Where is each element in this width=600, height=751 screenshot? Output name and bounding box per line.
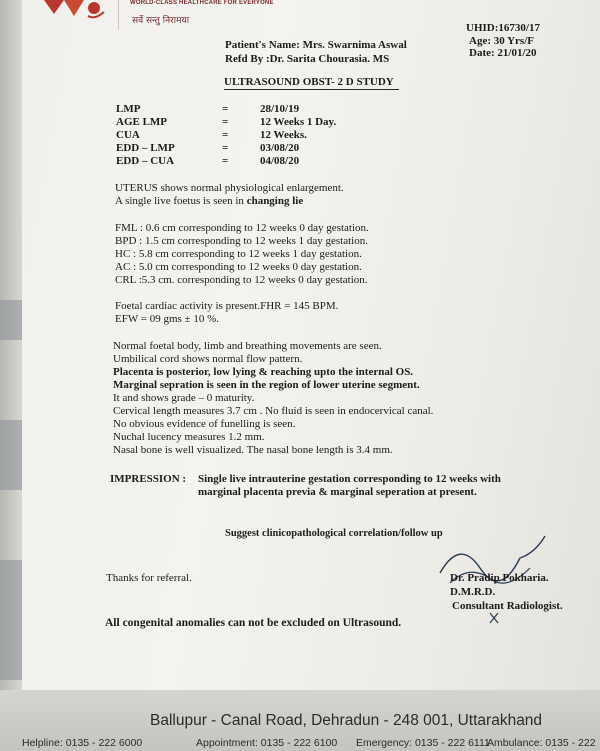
summary-value: 03/08/20 xyxy=(260,142,300,154)
referred-by: Refd By :Dr. Sarita Chourasia. MS xyxy=(225,53,390,65)
biometry-line: CRL :5.3 cm. corresponding to 12 weeks 0 day gestation. xyxy=(115,274,368,286)
report-title: ULTRASOUND OBST- 2 D STUDY xyxy=(224,76,394,88)
summary-value: 04/08/20 xyxy=(260,155,300,167)
summary-value: 28/10/19 xyxy=(260,103,300,115)
patient-name: Patient's Name: Mrs. Swarnima Aswal xyxy=(225,39,407,51)
hospital-logo-icon xyxy=(40,0,110,22)
thanks-note: Thanks for referral. xyxy=(106,572,192,584)
summary-value: 12 Weeks 1 Day. xyxy=(260,116,337,128)
finding-line: Normal foetal body, limb and breathing movements are seen. xyxy=(113,340,382,352)
finding-line: Nuchal lucency measures 1.2 mm. xyxy=(113,431,265,443)
summary-eq: = xyxy=(222,116,229,128)
foetus-line-text: A single live foetus is seen in xyxy=(115,195,247,207)
impression-label: IMPRESSION : xyxy=(110,473,187,485)
finding-line: Umbilical cord shows normal flow pattern. xyxy=(113,353,303,365)
emergency-number: Emergency: 0135 - 222 6111 xyxy=(356,737,490,749)
doctor-title: Consultant Radiologist. xyxy=(452,600,563,612)
header-divider xyxy=(118,0,119,30)
appointment-number: Appointment: 0135 - 222 6100 xyxy=(196,737,338,749)
finding-line: It and shows grade – 0 maturity. xyxy=(113,392,255,404)
foetus-lie: changing lie xyxy=(246,195,304,207)
helpline-number: Helpline: 0135 - 222 6000 xyxy=(22,737,143,749)
uterus-line: UTERUS shows normal physiological enlargement. xyxy=(115,182,344,194)
summary-label: EDD – CUA xyxy=(116,155,175,167)
ambulance-number: Ambulance: 0135 - 222 xyxy=(487,737,596,749)
fhr-line: Foetal cardiac activity is present.FHR = 145 BPM. xyxy=(115,300,339,312)
suggestion: Suggest clinicopathological correlation/follow up xyxy=(225,528,443,539)
summary-label: EDD – LMP xyxy=(116,142,175,154)
patient-age: Age: 30 Yrs/F xyxy=(469,35,534,47)
biometry-line: AC : 5.0 cm corresponding to 12 weeks 0 day gestation. xyxy=(115,261,362,273)
title-underline xyxy=(224,89,399,90)
hospital-address: Ballupur - Canal Road, Dehradun - 248 001, Uttarakhand xyxy=(150,712,543,729)
summary-eq: = xyxy=(222,129,229,141)
foetus-line xyxy=(115,195,303,207)
finding-line: Nasal bone is well visualized. The nasal bone length is 3.4 mm. xyxy=(113,444,393,456)
biometry-line: FML : 0.6 cm corresponding to 12 weeks 0 day gestation. xyxy=(115,222,369,234)
uhid: UHID:16730/17 xyxy=(466,22,540,34)
hindi-tagline: सर्वे सन्तु निरामया xyxy=(132,16,190,26)
disclaimer: All congenital anomalies can not be excluded on Ultrasound. xyxy=(105,617,402,629)
summary-eq: = xyxy=(222,142,229,154)
summary-value: 12 Weeks. xyxy=(260,129,307,141)
doctor-degree: D.M.R.D. xyxy=(450,586,496,598)
biometry-line: HC : 5.8 cm corresponding to 12 weeks 1 day gestation. xyxy=(115,248,362,260)
biometry-line: BPD : 1.5 cm corresponding to 12 weeks 1 day gestation. xyxy=(115,235,368,247)
finding-line: Placenta is posterior, low lying & reaching upto the internal OS. xyxy=(113,366,414,378)
summary-eq: = xyxy=(222,103,229,115)
summary-label: AGE LMP xyxy=(116,116,168,128)
finding-line: Cervical length measures 3.7 cm . No fluid is seen in endocervical canal. xyxy=(113,405,434,417)
efw-line: EFW = 09 gms ± 10 %. xyxy=(115,313,220,325)
finding-line: Marginal sepration is seen in the region of lower uterine segment. xyxy=(113,379,420,391)
summary-label: LMP xyxy=(116,103,141,115)
report-date: Date: 21/01/20 xyxy=(469,47,537,59)
left-background-strip xyxy=(0,0,22,751)
impression-line: marginal placenta previa & marginal seperation at present. xyxy=(198,486,477,498)
summary-eq: = xyxy=(222,155,229,167)
hospital-tagline: WORLD-CLASS HEALTHCARE FOR EVERYONE xyxy=(130,0,274,6)
finding-line: No obvious evidence of funelling is seen. xyxy=(113,418,296,430)
doctor-name: Dr. Pradip Pokharia. xyxy=(450,572,549,584)
impression-line: Single live intrauterine gestation corresponding to 12 weeks with xyxy=(198,473,501,485)
summary-label: CUA xyxy=(116,129,140,141)
